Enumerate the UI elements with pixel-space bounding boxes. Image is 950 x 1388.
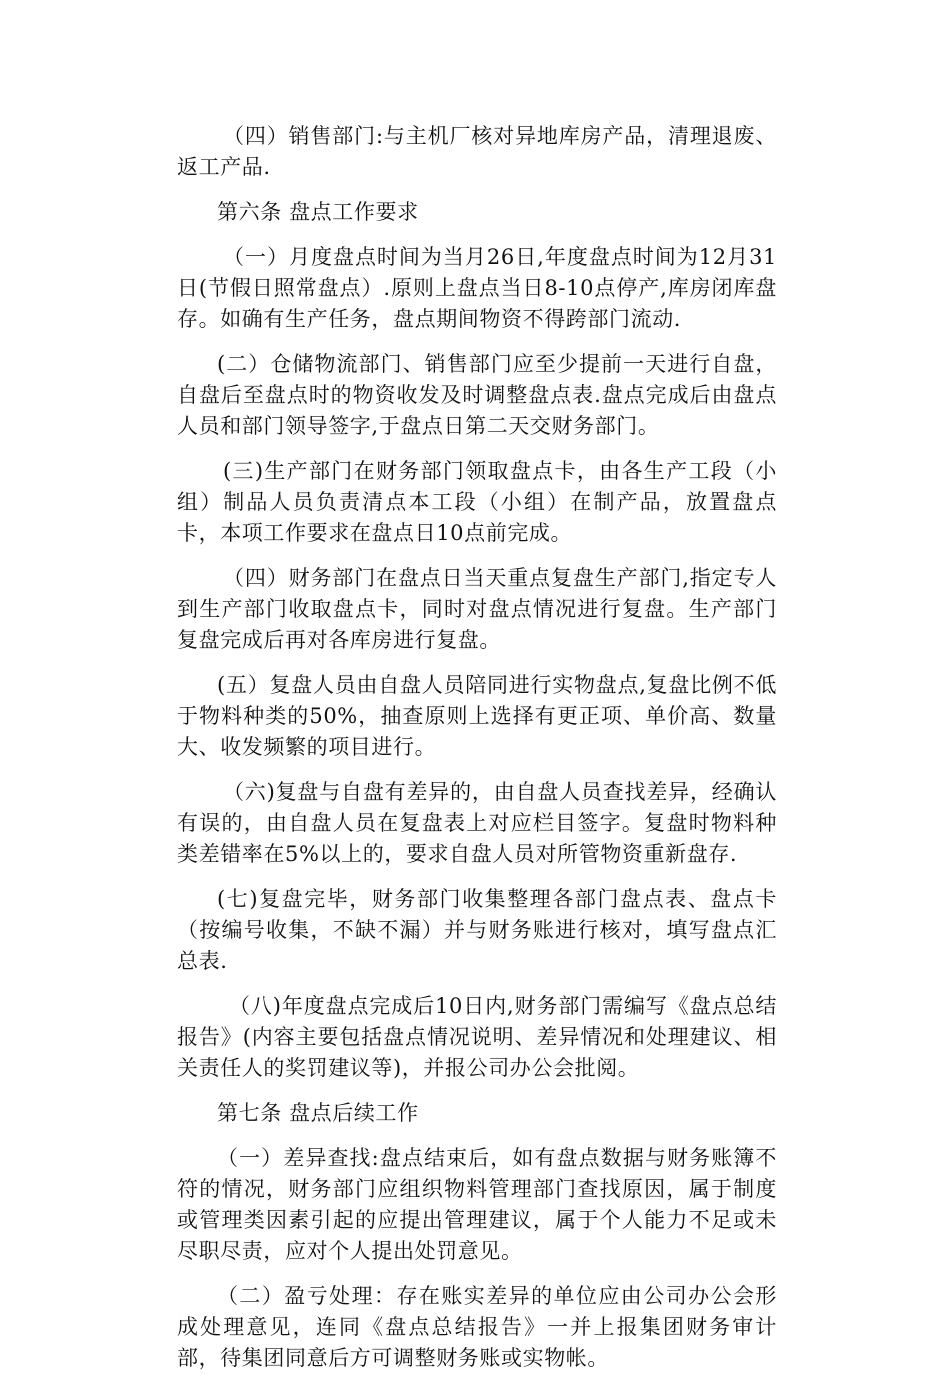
paragraph-6-1: （一）月度盘点时间为当月26日,年度盘点时间为12月31日(节假日照常盘点）.原则上盘点当日8-10点停产,库房闭库盘存。如确有生产任务，盘点期间物资不得跨部门流动.	[177, 245, 777, 331]
paragraph-6-2: (二）仓储物流部门、销售部门应至少提前一天进行自盘，自盘后至盘点时的物资收发及时调整盘点表.盘点完成后由盘点人员和部门领导签字,于盘点日第二天交财务部门。	[177, 352, 777, 438]
document-body	[177, 121, 777, 1388]
heading-article-7: 第七条 盘点后续工作	[217, 1101, 419, 1125]
heading-article-6: 第六条 盘点工作要求	[217, 200, 419, 224]
paragraph-6-7: (七)复盘完毕，财务部门收集整理各部门盘点表、盘点卡（按编号收集，不缺不漏）并与财务账进行核对，填写盘点汇总表.	[177, 887, 777, 973]
paragraph-7-1: （一）差异查找:盘点结束后，如有盘点数据与财务账簿不符的情况，财务部门应组织物料管理部门查找原因，属于制度或管理类因素引起的应提出管理建议，属于个人能力不足或未尽职尽责，应对个人提出处罚意见。	[177, 1146, 777, 1263]
paragraph-6-8: （八)年度盘点完成后10日内,财务部门需编写《盘点总结报告》(内容主要包括盘点情况说明、差异情况和处理建议、相关责任人的奖罚建议等)，并报公司办公会批阅。	[177, 994, 777, 1080]
paragraph-6-3: (三)生产部门在财务部门领取盘点卡，由各生产工段（小组）制品人员负责清点本工段（小组）在制产品，放置盘点卡，本项工作要求在盘点日10点前完成。	[177, 459, 777, 545]
paragraph-6-6: （六)复盘与自盘有差异的，由自盘人员查找差异，经确认有误的，由自盘人员在复盘表上对应栏目签字。复盘时物料种类差错率在5%以上的，要求自盘人员对所管物资重新盘存.	[177, 780, 777, 866]
paragraph-sales-dept: （四）销售部门:与主机厂核对异地库房产品，清理退废、返工产品.	[177, 124, 777, 179]
paragraph-6-4: （四）财务部门在盘点日当天重点复盘生产部门,指定专人到生产部门收取盘点卡，同时对盘点情况进行复盘。生产部门复盘完成后再对各库房进行复盘。	[177, 566, 777, 652]
paragraph-7-2: （二）盈亏处理：存在账实差异的单位应由公司办公会形成处理意见，连同《盘点总结报告》一并上报集团财务审计部，待集团同意后方可调整财务账或实物帐。	[177, 1284, 777, 1370]
paragraph-6-5: (五）复盘人员由自盘人员陪同进行实物盘点,复盘比例不低于物料种类的50%，抽查原则上选择有更正项、单价高、数量大、收发频繁的项目进行。	[177, 673, 777, 759]
